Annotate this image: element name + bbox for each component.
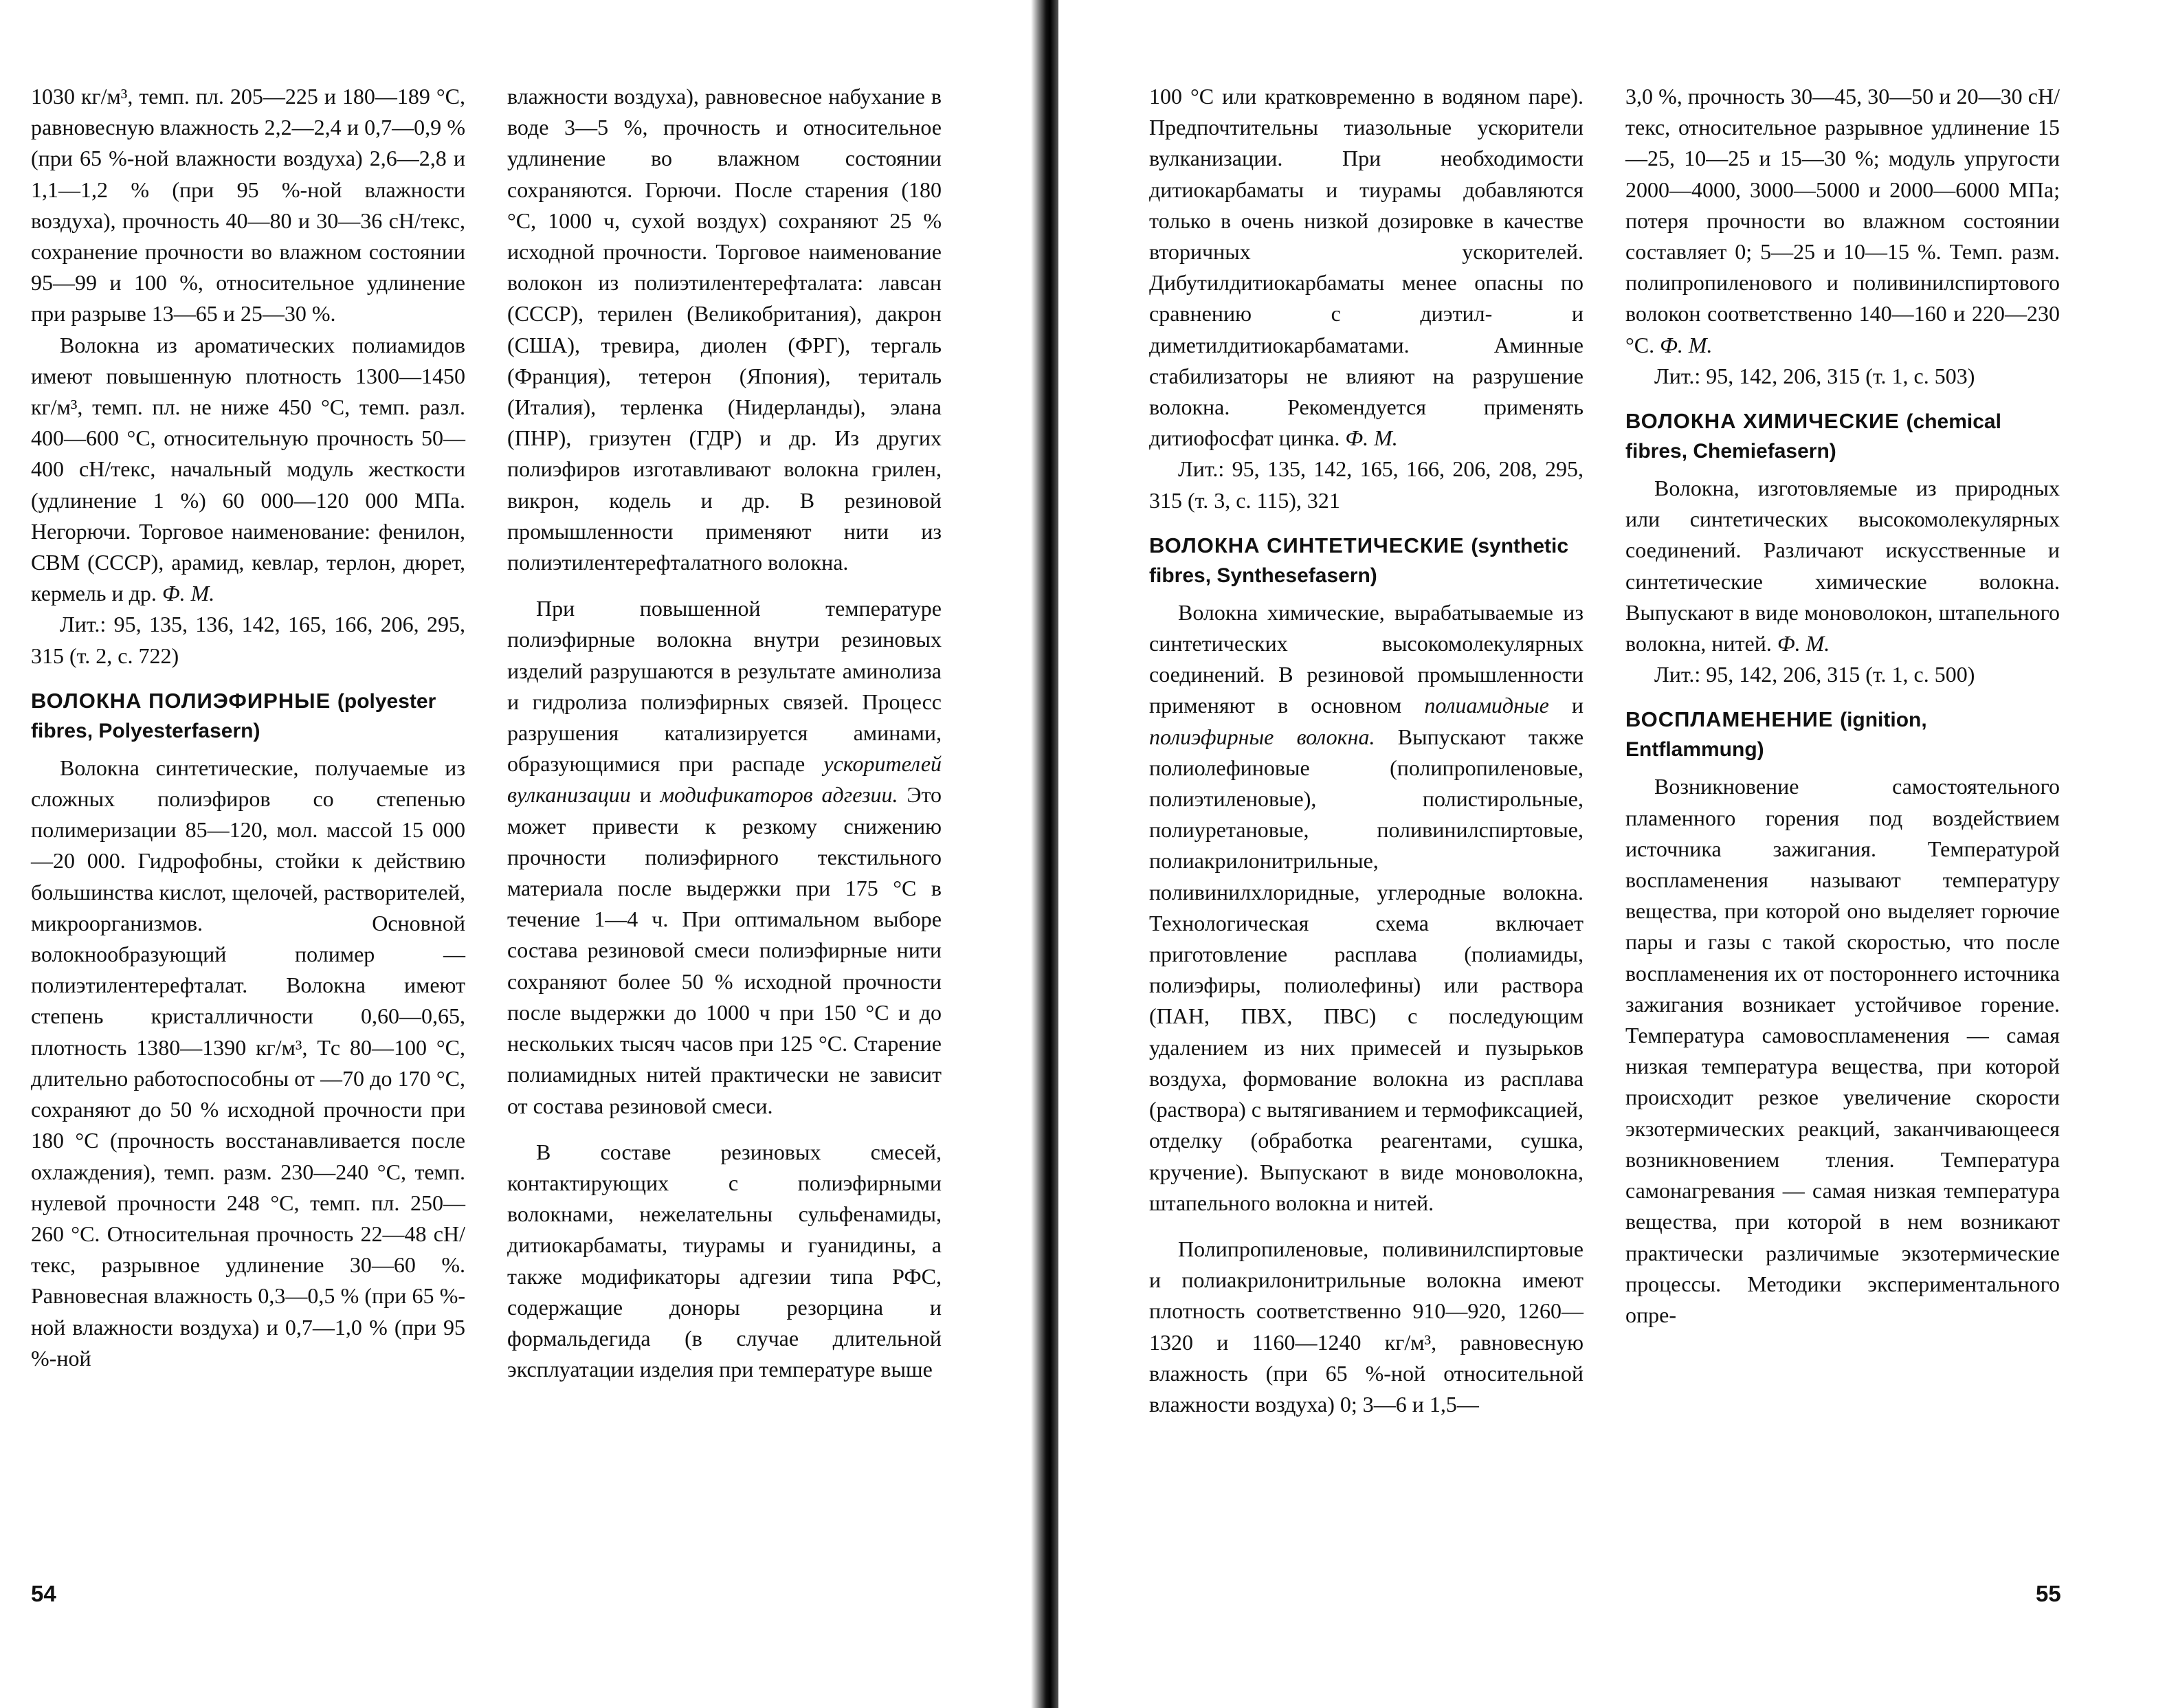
book-gutter — [1031, 0, 1058, 1708]
entry-heading-synthetic-fibres: ВОЛОКНА СИНТЕТИЧЕСКИЕ (synthetic fibres, Synthesefasern) — [1149, 533, 1569, 587]
literature-reference: Лит.: 95, 135, 136, 142, 165, 166, 206, 295, 315 (т. 2, с. 722) — [31, 612, 465, 668]
page-number-left: 54 — [31, 1581, 56, 1606]
right-page-column-2 — [1625, 81, 2060, 1331]
paragraph-synthetic-definition: Волокна химические, вырабатываемые из синтетических высокомолекулярных соединений. В резиновой промышленности применяют в основном полиамидные и полиэфирные волокна. Выпускают также полиолефиновые (полипропиленовые, полиэтиленовые), полистирольные, полиуретановые, поливинилспиртовые, полиакрилонитрильные, поливинилхлоридные, углеродные волокна. Технологическая схема включает приготовление расплава (полиамиды, полиэфиры, полиолефины) или раствора (ПАН, ПВХ, ПВС) с последующим удалением из них примесей и пузырьков воздуха, формование волокна из расплава (раствора) с вытягиванием и термофиксацией, отделку (обработка реагентами, сушка, кручение). Выпускают в виде моноволокна, штапельного волокна и нитей. — [1149, 599, 1584, 1215]
literature-reference: Лит.: 95, 135, 142, 165, 166, 206, 208, 295, 315 (т. 3, с. 115), 321 — [1149, 456, 1583, 513]
paragraph-polyester-definition: Волокна синтетические, получаемые из сложных полиэфиров со степенью полимеризации 85—120, мол. массой 15 000—20 000. Гидрофобны, стойки к действию большинства кислот, щелочей, растворителей, микроорганизмов. Основной волокнообразующий полимер — полиэтилентерефталат. Волокна имеют степень кристалличности 0,60—0,65, плотность 1380—1390 кг/м³, Tс 80—100 °С, длительно работоспособны от —70 до 170 °С, сохраняют до 50 % исходной прочности при 180 °С (прочность восстанавливается после охлаждения), темп. разм. 230—240 °С, темп. нулевой прочности 248 °С, темп. пл. 250—260 °С. Относительная прочность 22—48 сН/текс, разрывное удлинение 30—60 %. Равновесная влажность 0,3—0,5 % (при 65 %-ной влажности воздуха) и 0,7—1,0 % (при 95 %-ной — [31, 755, 465, 1371]
author-initials: Ф. М. — [1345, 425, 1398, 451]
term-polyester-fibres: полиэфирные волокна. — [1149, 724, 1375, 749]
literature-reference: Лит.: 95, 142, 206, 315 (т. 1, с. 500) — [1654, 662, 1975, 687]
term-vulcanization-accelerators: ускорителей вулканизации — [507, 751, 942, 808]
term-adhesion-modifiers: модификаторов адгезии. — [660, 782, 898, 808]
left-page-column-2 — [507, 81, 942, 1385]
paragraph-rubber-compounds: В составе резиновых смесей, контактирующих с полиэфирными волокнами, нежелательны сульфенамиды, дитиокарбаматы, тиурамы и гуанидины, а также модификаторы адгезии типа РФС, содержащие доноры резорцина и формальдегида (в случае длительной эксплуатации изделия при температуре выше — [507, 1139, 942, 1382]
entry-heading-polyester-fibres: ВОЛОКНА ПОЛИЭФИРНЫЕ (polyester fibres, Polyesterfasern) — [31, 688, 436, 742]
page-number-right: 55 — [2036, 1581, 2061, 1606]
paragraph-aromatic-polyamides: Волокна из ароматических полиамидов имеют повышенную плотность 1300—1450 кг/м³, темп. пл. не ниже 450 °С, темп. разл. 400—600 °С, относительную прочность 50—400 сН/текс, начальный модуль жесткости (удлинение 1 %) 60 000—120 000 МПа. Негорючи. Торговое наименование: фенилон, СВМ (СССР), арамид, кевлар, терлон, дюрет, кермель и др. Ф. М. — [31, 332, 465, 606]
paragraph-ignition-definition: Возникновение самостоятельного пламенного горения под воздействием источника зажигания. Температурой воспламенения называют температуру вещества, при которой оно выделяет горючие пары и газы с такой скоростью, что после воспламенения их от постороннего источника зажигания возникает устойчивое горение. Температура самовоспламенения — самая низкая температура вещества, при которой происходит резкое увеличение скорости экзотермических реакций, заканчивающееся возникновением тления. Температура самонагревания — самая низкая температура вещества, при которой в нем возникают практически различимые экзотермические процессы. Методики экспериментального опре- — [1625, 774, 2060, 1327]
left-page-column-1 — [31, 81, 465, 1374]
paragraph-fibre-properties-continued: 3,0 %, прочность 30—45, 30—50 и 20—30 сН/текс, относительное разрывное удлинение 15—25, 10—25 и 15—30 %; модуль упругости 2000—4000, 3000—5000 и 2000—6000 МПа; потеря прочности во влажном состоянии составляет 0; 5—25 и 10—15 %. Темп. разм. полипропиленового и поливинилспиртового волокон соответственно 140—160 и 220—230 °С. Ф. М. — [1625, 84, 2060, 357]
paragraph-polyester-degradation: При повышенной температуре полиэфирные волокна внутри резиновых изделий разрушаются в результате аминолиза и гидролиза полиэфирных связей. Процесс разрушения катализируется аминами, образующимися при распаде ускорителей вулканизации и модификаторов адгезии. Это может привести к резкому снижению прочности полиэфирного текстильного материала после выдержки при 175 °С в течение 1—4 ч. При оптимальном выборе состава резиновой смеси полиэфирные нити сохраняют более 50 % исходной прочности после выдержки до 1000 ч при 150 °С и до нескольких тысяч часов при 125 °С. Старение полиамидных нитей практически не зависит от состава резиновой смеси. — [507, 596, 942, 1118]
entry-heading-chemical-fibres: ВОЛОКНА ХИМИЧЕСКИЕ (chemical fibres, Chemiefasern) — [1625, 409, 2001, 463]
literature-reference: Лит.: 95, 142, 206, 315 (т. 1, с. 503) — [1654, 363, 1975, 388]
author-initials: Ф. М. — [1660, 332, 1713, 357]
author-initials: Ф. М. — [162, 581, 215, 606]
paragraph-aliphatic-polyamide-properties: 1030 кг/м³, темп. пл. 205—225 и 180—189 °С, равновесную влажность 2,2—2,4 и 0,7—0,9 % (при 65 %-ной влажности воздуха) 2,6—2,8 и 1,1—1,2 % (при 95 %-ной влажности воздуха), прочность 40—80 и 30—36 сН/текс, сохранение прочности во влажном состоянии 95—99 и 100 %, относительное удлинение при разрыве 13—65 и 25—30 %. — [31, 84, 465, 326]
term-polyamide: полиамидные — [1424, 693, 1549, 718]
paragraph-polyester-continued: влажности воздуха), равновесное набухание в воде 3—5 %, прочность и относительное удлинение во влажном состоянии сохраняются. Горючи. После старения (180 °С, 1000 ч, сухой воздух) сохраняют 25 % исходной прочности. Торговое наименование волокон из полиэтилентерефталата: лавсан (СССР), терилен (Великобритания), дакрон (США), тревира, диолен (ФРГ), тергаль (Франция), тетерон (Япония), териталь (Италия), терленка (Нидерланды), элана (ПНР), гризутен (ГДР) и др. Из других полиэфиров изготавливают волокна грилен, викрон, кодель и др. В резиновой промышленности применяют нити из полиэтилентерефталатного волокна. — [507, 84, 942, 575]
right-page-column-1 — [1149, 81, 1583, 1420]
entry-heading-ignition: ВОСПЛАМЕНЕНИЕ (ignition, Entflammung) — [1625, 707, 1927, 762]
author-initials: Ф. М. — [1777, 631, 1830, 656]
paragraph-fibre-density: Полипропиленовые, поливинилспиртовые и полиакрилонитрильные волокна имеют плотность соответственно 910—920, 1260—1320 и 1160—1240 кг/м³, равновесную влажность (при 65 %-ной относительной влажности воздуха) 0; 3—6 и 1,5— — [1149, 1236, 1583, 1417]
paragraph-accelerators-continued: 100 °С или кратковременно в водяном паре). Предпочтительны тиазольные ускорители вулканизации. При необходимости дитиокарбаматы и тиурамы добавляются только в очень низкой дозировке в качестве вторичных ускорителей. Дибутилдитиокарбаматы менее опасны по сравнению с диэтил- и диметилдитиокарбаматами. Аминные стабилизаторы не влияют на разрушение волокна. Рекомендуется применять дитиофосфат цинка. Ф. М. — [1149, 84, 1583, 451]
paragraph-chemical-definition: Волокна, изготовляемые из природных или синтетических высокомолекулярных соединений. Различают искусственные и синтетические химические волокна. Выпускают в виде моноволокон, штапельного волокна, нитей. Ф. М. — [1625, 476, 2060, 656]
